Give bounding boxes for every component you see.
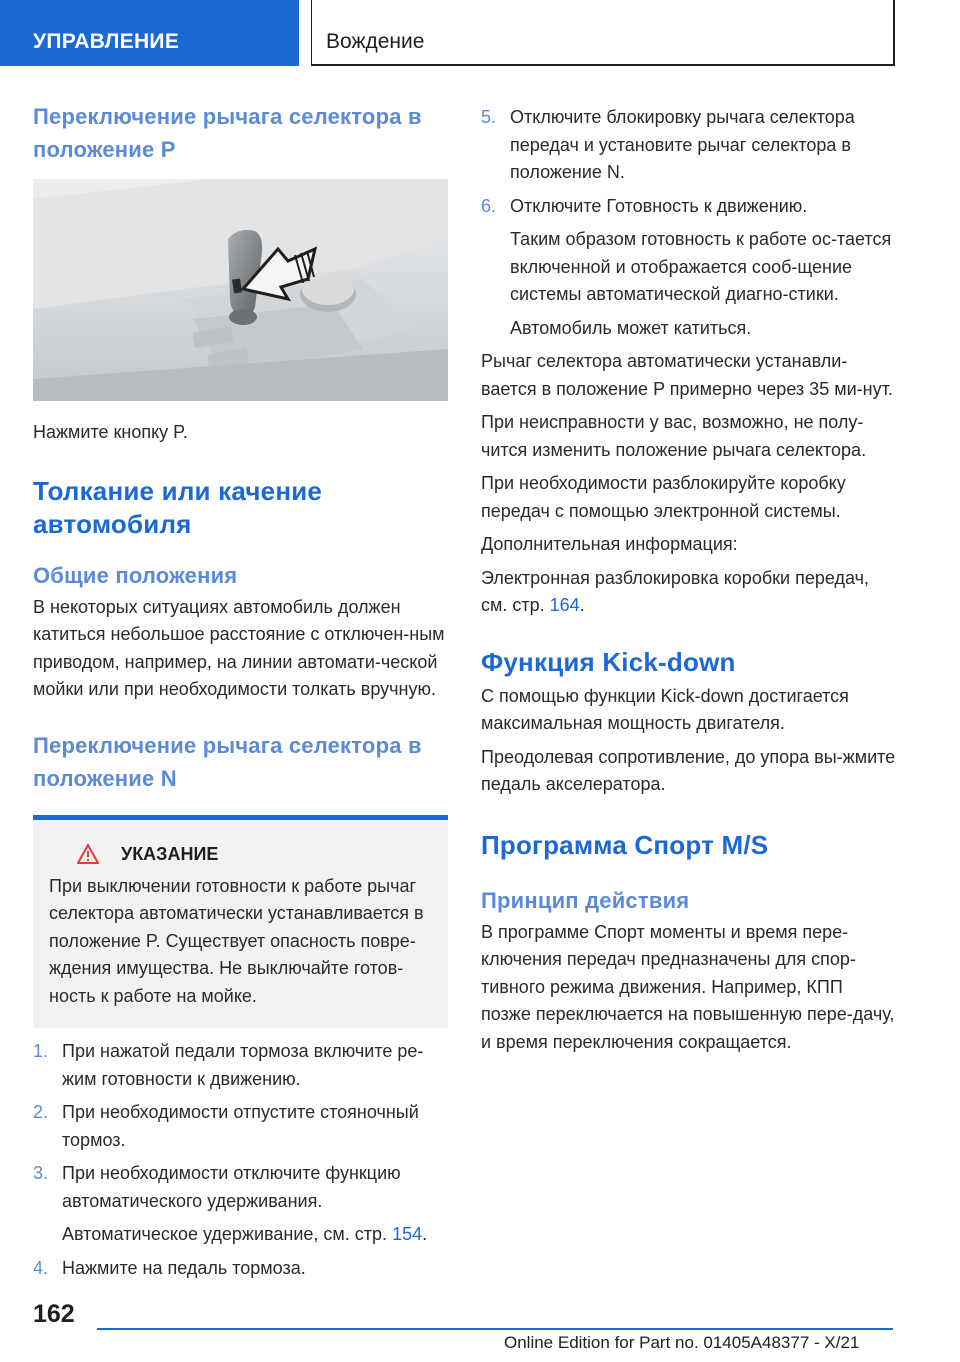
photo-caption: Нажмите кнопку P. <box>33 422 188 442</box>
gear-selector-illustration <box>33 179 448 401</box>
paragraph-malfunction: При неисправности у вас, возможно, не полу-чится изменить положение рычага селектора. <box>481 412 867 460</box>
gear-selector-photo <box>33 179 448 401</box>
list-item: 3. При необходимости отключите функцию автоматического удерживания. <box>33 1163 401 1211</box>
paragraph-kickdown-2: Преодолевая сопротивление, до упора вы-жмите педаль акселератора. <box>481 746 896 794</box>
footer-edition: Online Edition for Part no. 01405A48377 - X/21 <box>504 1333 860 1352</box>
paragraph-unlock: При необходимости разблокируйте коробку передач с помощью электронной системы. <box>481 473 846 521</box>
footer-divider <box>97 1328 893 1330</box>
left-column <box>33 100 448 1282</box>
step3-note: Автоматическое удерживание, см. стр. 154. <box>62 1224 428 1244</box>
section-tab: УПРАВЛЕНИЕ <box>0 0 299 66</box>
list-item: 1. При нажатой педали тормоза включите ре-жим готовности к движению. <box>33 1041 424 1089</box>
heading-park: Переключение рычага селектора в положение P <box>33 104 422 162</box>
paragraph-principle: В программе Спорт моменты и время пере-ключения передач предназначены для спор-тивного режима движения. Например, КПП позже переключается на повышенную пере-дачу, и время переключения сокращается. <box>481 921 895 1052</box>
list-item: 6. Отключите Готовность к движению. <box>481 195 808 216</box>
heading-principle: Принцип действия <box>481 887 690 913</box>
paragraph-electronic-unlock: Электронная разблокировка коробки передач, см. стр. 164. <box>481 567 869 615</box>
paragraph-more-info: Дополнительная информация: <box>481 534 738 554</box>
notice-box <box>33 815 448 1029</box>
list-item: 4. Нажмите на педаль тормоза. <box>33 1257 306 1278</box>
notice-text: При выключении готовности к работе рычаг селектора автоматически устанавливается в положение P. Существует опасность повре-ждения имущества. Не выключайте готов-ность к работе на мойке. <box>49 875 424 1006</box>
paragraph-general: В некоторых ситуациях автомобиль должен катиться небольшое расстояние с отключен-ным приводом, например, на линии автомати-ческой мойки или при необходимости толкать вручную. <box>33 596 445 699</box>
notice-title: УКАЗАНИЕ <box>121 843 219 864</box>
page-link-164[interactable]: 164 <box>549 595 580 615</box>
list-item: 5. Отключите блокировку рычага селектора передач и установите рычаг селектора в положение N. <box>481 107 855 182</box>
chapter-title: Вождение <box>311 0 895 66</box>
paragraph-auto-park: Рычаг селектора автоматически устанавли-вается в положение P примерно через 35 ми-нут. <box>481 351 893 399</box>
right-column <box>481 104 896 1056</box>
heading-sport: Программа Спорт M/S <box>481 829 769 860</box>
page-number: 162 <box>33 1300 75 1328</box>
heading-kickdown: Функция Kick-down <box>481 646 736 677</box>
heading-push: Толкание или качение автомобиля <box>33 475 323 539</box>
warning-triangle-icon <box>77 844 99 864</box>
paragraph-kickdown-1: С помощью функции Kick-down достигается максимальная мощность двигателя. <box>481 685 849 733</box>
step6-note-1: Таким образом готовность к работе ос-тается включенной и отображается сооб-щение системы автоматической диагно-стики. <box>510 229 892 304</box>
steps-list-left <box>33 1038 448 1282</box>
step6-note-2: Автомобиль может катиться. <box>510 317 752 338</box>
list-item: 2. При необходимости отпустите стояночный тормоз. <box>33 1102 419 1150</box>
heading-neutral: Переключение рычага селектора в положение N <box>33 732 422 791</box>
page-link-154[interactable]: 154 <box>392 1224 423 1244</box>
heading-general: Общие положения <box>33 562 238 588</box>
